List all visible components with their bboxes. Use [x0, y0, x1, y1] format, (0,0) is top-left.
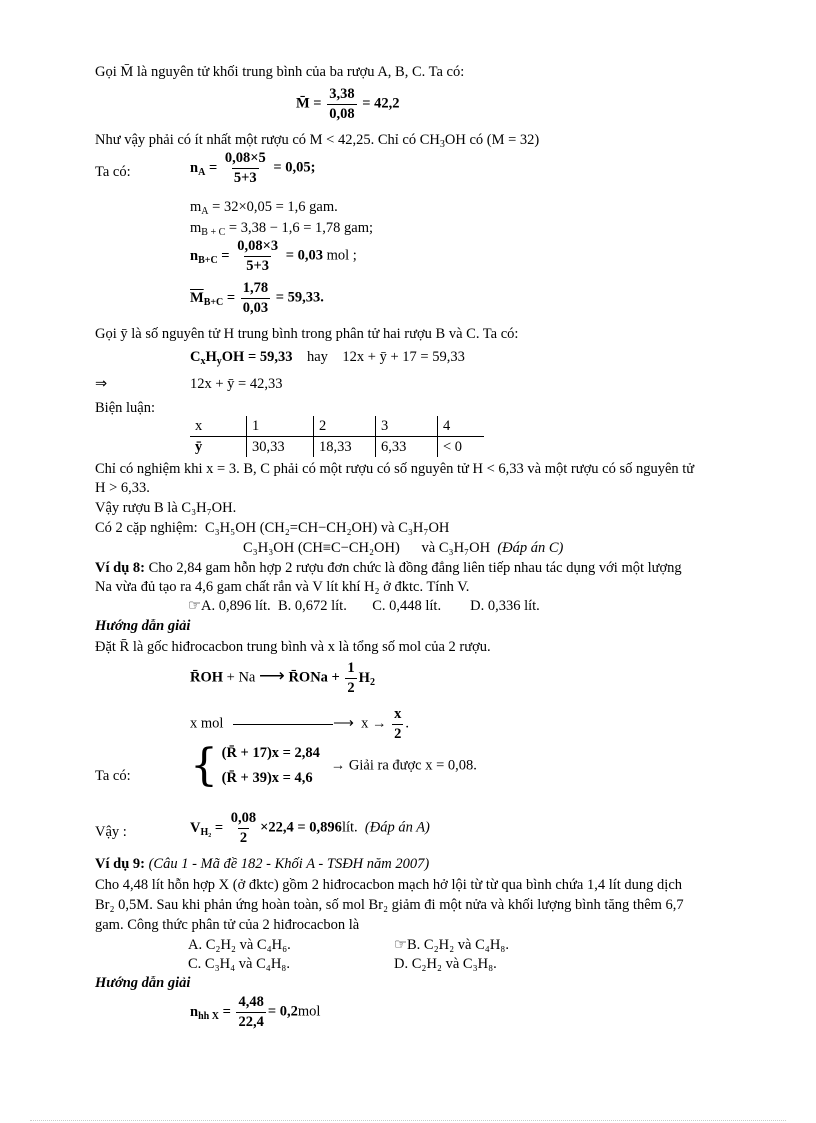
text-line: Gọi ȳ là số nguyên tử H trung bình trong phân tử hai rượu B và C. Ta có:	[95, 326, 519, 342]
answer-option: A. C₂H₂ và C₄H₆.	[188, 937, 291, 953]
text-line: Vậy rượu B là C₃H₇OH.	[95, 500, 237, 516]
page-bottom-border	[30, 1120, 786, 1121]
text-line: Chỉ có nghiệm khi x = 3. B, C phải có một rượu có số nguyên tử H < 6,33 và một rượu có số nguyên tử	[95, 461, 695, 477]
table-row: ȳ 30,33 18,33 6,33 < 0	[190, 437, 484, 458]
arrow-implies: ⇒	[95, 376, 108, 392]
discussion-table	[190, 416, 484, 457]
section-heading: Hướng dẫn giải	[95, 975, 191, 991]
equation-mbc: $\overline{M}_{B+C}$ = $\frac{1,78}{0,03}$ = 59,33.	[190, 280, 324, 316]
text-line: gam. Công thức phân tử của 2 hiđrocacbon là	[95, 917, 360, 933]
answer-option: C. C₃H₄ và C₄H₈.	[188, 956, 290, 972]
reaction-equation: R̄OH + Na ⟶ R̄ONa + $\frac{1}{2}$ $H_2$	[190, 660, 375, 696]
text-line: $m_A = 32\times 0,05 = 1,6$ gam.	[190, 199, 338, 217]
text-line: $m_{B + C} = 3,38 - 1,6 = 1,78$ gam;	[190, 220, 374, 238]
label: Biện luận:	[95, 400, 156, 416]
text-line: Như vậy phải có ít nhất một rượu có M < 42,25. Chỉ có $CH_3OH$ có (M = 32)	[95, 132, 540, 150]
label: Vậy :	[95, 824, 127, 840]
equation-line: 12x + ȳ = 42,33	[190, 376, 283, 392]
answer-options: ☞A. 0,896 lít. B. 0,672 lít. C. 0,448 lít. D. 0,336 lít.	[188, 598, 540, 614]
equation-system: { (R̄ + 17)x = 2,84 (R̄ + 39)x = 4,6 → Giải ra được x = 0,08.	[190, 740, 477, 791]
equation-nbc: $n_{B+C}$ = $\frac{0,08\times 3}{5+3}$ = 0,03 mol ;	[190, 238, 357, 274]
hand-pointer-icon: ☞	[188, 598, 201, 614]
table-row: x 1 2 3 4	[190, 416, 484, 437]
text-line: Br₂ 0,5M. Sau khi phản ứng hoàn toàn, số mol Br₂ giảm đi một nửa và khối lượng bình tăng thêm 6,7	[95, 897, 684, 913]
text-line: Cho 4,48 lít hỗn hợp X (ở đktc) gồm 2 hiđrocacbon mạch hở lội từ từ qua bình chứa 1,4 lít dung dịch	[95, 877, 683, 893]
text-line: C₃H₃OH (CH≡C−CH₂OH) và C₃H₇OH (Đáp án C)	[243, 540, 564, 556]
equation-na: $n_A$ = $\frac{0,08\times 5}{5+3}$ = 0,05;	[190, 150, 316, 186]
equation-cxhy: $C_xH_yOH = 59,33$ hay 12x + ȳ + 17 = 59,33	[190, 349, 465, 367]
equation-volume: $V_{H_2}$ = $\frac{0,08}{2}$ ×22,4 = 0,896lít. (Đáp án A)	[190, 810, 430, 846]
equation-m-avg: M̄ = $\frac{3,38}{0,08}$ = 42,2	[296, 86, 400, 122]
hand-pointer-icon: ☞	[394, 937, 407, 953]
text-line: H > 6,33.	[95, 480, 150, 496]
example-8: Ví dụ 8: Cho 2,84 gam hỗn hợp 2 rượu đơn chức là đồng đẳng liên tiếp nhau tác dụng với một lượng	[95, 560, 682, 576]
label: Ta có:	[95, 164, 131, 180]
label: Ta có:	[95, 768, 131, 784]
text-line: Na vừa đủ tạo ra 4,6 gam chất rắn và V lít khí H₂ ở đktc. Tính V.	[95, 579, 470, 595]
example-9: Ví dụ 9: (Câu 1 - Mã đề 182 - Khối A - TSĐH năm 2007)	[95, 856, 430, 872]
equation-nhh: $n_{hh X}$ = $\frac{4,48}{22,4}$ = 0,2mol	[190, 994, 321, 1030]
text-line: Đặt R̄ là gốc hiđrocacbon trung bình và x là tổng số mol của 2 rượu.	[95, 639, 491, 655]
section-heading: Hướng dẫn giải	[95, 618, 191, 634]
answer-option: D. C₂H₂ và C₃H₈.	[394, 956, 497, 972]
answer-option: ☞B. C₂H₂ và C₄H₈.	[394, 937, 509, 953]
text-line: Có 2 cặp nghiệm: C₃H₅OH (CH₂=CH−CH₂OH) và C₃H₇OH	[95, 520, 450, 536]
mol-ratio-line: x mol ⟶ x → $\frac{x}{2}$ .	[190, 706, 409, 742]
text-line: Gọi M̄ là nguyên tử khối trung bình của ba rượu A, B, C. Ta có:	[95, 64, 465, 80]
